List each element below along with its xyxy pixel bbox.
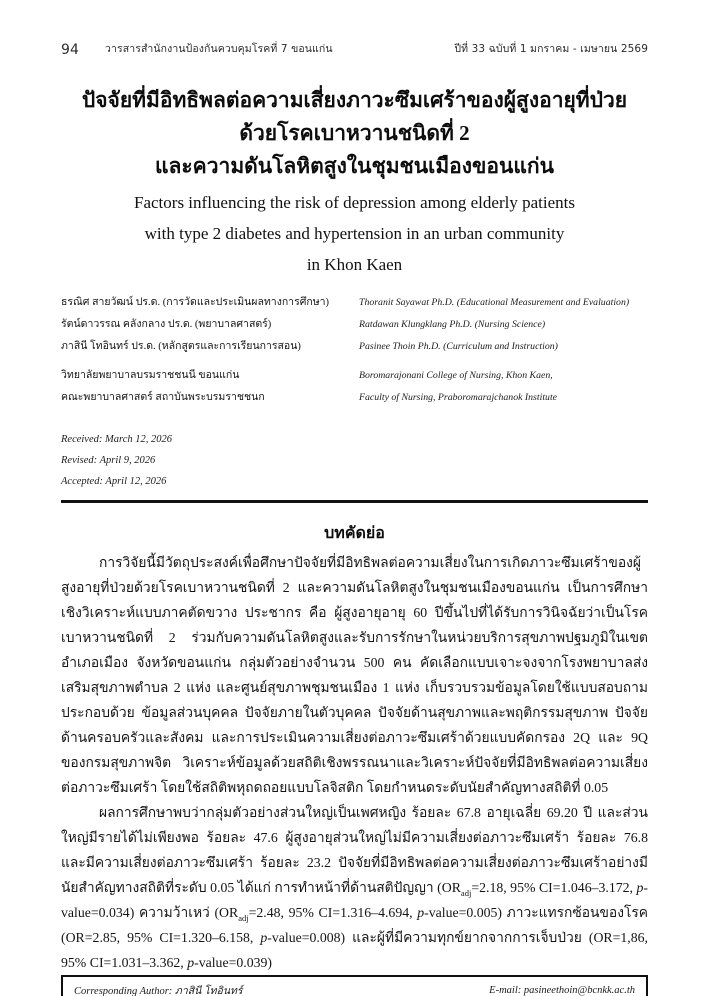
abstract-body bbox=[61, 550, 648, 975]
author-english: Ratdawan Klungklang Ph.D. (Nursing Science) bbox=[359, 319, 546, 330]
corresponding-author-box bbox=[61, 975, 648, 996]
affiliation-thai bbox=[61, 365, 359, 409]
page-header bbox=[61, 40, 648, 57]
author-thai: ธรณิศ สายวัฒน์ ปร.ด. (การวัดและประเมินผลทางการศึกษา) bbox=[61, 297, 330, 308]
double-divider bbox=[61, 500, 648, 503]
corresponding-email: E-mail: pasineethoin@bcnkk.ac.th bbox=[489, 985, 635, 996]
author-english: Pasinee Thoin Ph.D. (Curriculum and Instruction) bbox=[359, 341, 558, 352]
abstract-heading: บทคัดย่อ bbox=[324, 525, 385, 542]
author-thai: รัตน์ดาวรรณ คลังกลาง ปร.ด. (พยาบาลศาสตร์) bbox=[61, 319, 272, 330]
author-english: Thoranit Sayawat Ph.D. (Educational Measurement and Evaluation) bbox=[359, 297, 630, 308]
revised-date: Revised: April 9, 2026 bbox=[61, 455, 156, 466]
manuscript-dates bbox=[61, 429, 648, 492]
abstract-paragraph-1: การวิจัยนี้มีวัตถุประสงค์เพื่อศึกษาปัจจัยที่มีอิทธิพลต่อความเสี่ยงในการเกิดภาวะซึมเศร้าของผู้สูงอายุที่ป่วยด้วยโรคเบาหวานชนิดที่ 2 และความดันโลหิตสูงในชุมชนเมืองขอนแก่น เป็นการศึกษาเชิงวิเคราะห์แบบภาคตัดขวาง ประชากร คือ ผู้สูงอายุอายุ 60 ปีขึ้นไปที่ได้รับการวินิจฉัยว่าเป็นโรคเบาหวานชนิดที่ 2 ร่วมกับความดันโลหิตสูงและรับการรักษาในหน่วยบริการสุขภาพปฐมภูมิในเขตอำเภอเมือง จังหวัดขอนแก่น กลุ่มตัวอย่างจำนวน 500 คน คัดเลือกแบบเจาะจงจากโรงพยาบาลส่งเสริมสุขภาพตำบล 2 แห่ง และศูนย์สุขภาพชุมชนเมือง 1 แห่ง เก็บรวบรวมข้อมูลโดยใช้แบบสอบถาม ประกอบด้วย ข้อมูลส่วนบุคคล ปัจจัยภายในตัวบุคคล ปัจจัยด้านสุขภาพและพฤติกรรมสุขภาพ ปัจจัยด้านครอบครัวและสังคม และการประเมินความเสี่ยงต่อภาวะซึมเศร้าด้วยแบบคัดกรอง 2Q และ 9Q ของกรมสุขภาพจิต วิเคราะห์ข้อมูลด้วยสถิติเชิงพรรณนาและวิเคราะห์ปัจจัยที่มีอิทธิพลต่อความเสี่ยงต่อภาวะซึมเศร้า โดยใช้สถิติพหุถดถอยแบบโลจิสติก โดยกำหนดระดับนัยสำคัญทางสถิติที่ 0.05 bbox=[61, 555, 648, 795]
page-number: 94 bbox=[61, 42, 80, 58]
article-title-thai-line: ด้วยโรคเบาหวานชนิดที่ 2 bbox=[239, 121, 470, 145]
affiliation-english-line: Faculty of Nursing, Praboromarajchanok Institute bbox=[359, 392, 558, 403]
article-title-english bbox=[61, 187, 648, 280]
article-title-thai-line: ปัจจัยที่มีอิทธิพลต่อความเสี่ยงภาวะซึมเศร้าของผู้สูงอายุที่ป่วย bbox=[81, 88, 628, 112]
accepted-date: Accepted: April 12, 2026 bbox=[61, 476, 167, 487]
affiliation-thai-line: คณะพยาบาลศาสตร์ สถาบันพระบรมราชชนก bbox=[61, 392, 265, 403]
abstract-paragraph-2: ผลการศึกษาพบว่ากลุ่มตัวอย่างส่วนใหญ่เป็นเพศหญิง ร้อยละ 67.8 อายุเฉลี่ย 69.20 ปี และส่วนใหญ่มีรายได้ไม่เพียงพอ ร้อยละ 47.6 ผู้สูงอายุส่วนใหญ่ไม่มีความเสี่ยงต่อภาวะซึมเศร้า ร้อยละ 76.8 และมีความเสี่ยงต่อภาวะซึมเศร้า ร้อยละ 23.2 ปัจจัยที่มีอิทธิพลต่อความเสี่ยงต่อภาวะซึมเศร้าอย่างมีนัยสำคัญทางสถิติที่ระดับ 0.05 ได้แก่ การทำหน้าที่ด้านสติปัญญา ($OR_{adj}=2.18$, 95% CI=1.046–3.172, p-value=0.034) ความว้าเหว่ ($OR_{adj}=2.48$, 95% CI=1.316–4.694, p-value=0.005) ภาวะแทรกซ้อนของโรค (OR=2.85, 95% CI=1.320–6.158, p-value=0.008) และผู้ที่มีความทุกข์ยากจากการเจ็บป่วย (OR=1,86, 95% CI=1.031–3.362, p-value=0.039) bbox=[61, 805, 648, 970]
article-title-thai bbox=[61, 84, 648, 183]
authors-thai-column bbox=[61, 292, 359, 409]
authors-english-column bbox=[359, 292, 648, 409]
article-title-english-line: in Khon Kaen bbox=[306, 255, 403, 274]
issue-info: ปีที่ 33 ฉบับที่ 1 มกราคม - เมษายน 2569 bbox=[454, 43, 648, 55]
corresponding-author: Corresponding Author: ภาสินี โทอินทร์ bbox=[74, 986, 243, 996]
affiliation-english-line: Boromarajonani College of Nursing, Khon Kaen, bbox=[359, 370, 553, 381]
article-title-thai-line: และความดันโลหิตสูงในชุมชนเมืองขอนแก่น bbox=[155, 154, 554, 178]
affiliation-english bbox=[359, 365, 648, 409]
received-date: Received: March 12, 2026 bbox=[61, 434, 172, 445]
author-thai: ภาสินี โทอินทร์ ปร.ด. (หลักสูตรและการเรียนการสอน) bbox=[61, 341, 301, 352]
article-title-english-line: with type 2 diabetes and hypertension in an urban community bbox=[144, 224, 565, 243]
article-title-english-line: Factors influencing the risk of depression among elderly patients bbox=[134, 193, 575, 212]
authors-section bbox=[61, 292, 648, 409]
affiliation-thai-line: วิทยาลัยพยาบาลบรมราชชนนี ขอนแก่น bbox=[61, 370, 240, 381]
journal-name: วารสารสำนักงานป้องกันควบคุมโรคที่ 7 ขอนแก่น bbox=[105, 43, 333, 55]
